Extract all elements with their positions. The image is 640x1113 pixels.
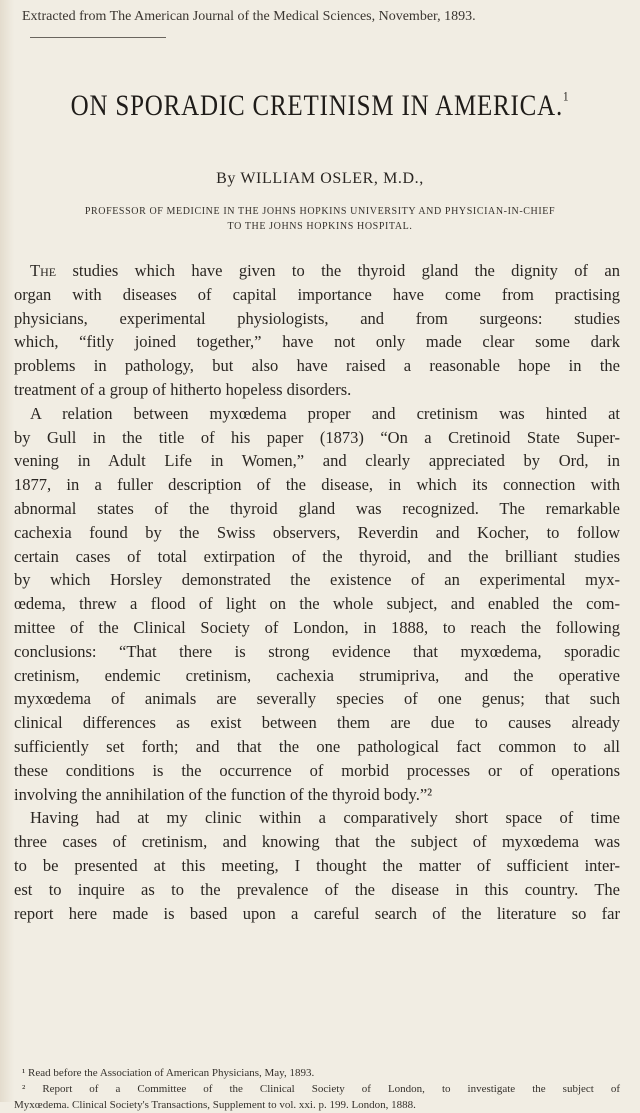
body-line [14,521,620,545]
body-line-text: conclusions: “That there is strong evidence that myxœdema, sporadic [14,641,620,661]
body-line [14,616,620,640]
body-line [14,759,620,783]
body-line [14,449,620,473]
footnote-1: ¹ Read before the Association of American Physicians, May, 1893. [22,1067,315,1079]
body-line [14,354,620,378]
author-affiliation [0,204,640,234]
page-edge-shading [0,0,14,1102]
body-line-text: œdema, threw a flood of light on the whole subject, and enabled the com- [14,594,620,614]
body-line-text: sufficiently set forth; and that the one pathological fact common to all [14,737,620,756]
body-line [14,473,620,497]
body-line-text: studies which have given to the thyroid gland the dignity of an [56,261,620,280]
body-line-text: which, “fitly joined together,” have not only made clear some dark [14,332,620,352]
body-line [14,687,620,711]
body-line [14,664,620,688]
body-line [14,545,620,569]
body-line-text: by Gull in the title of his paper (1873) “On a Cretinoid State Super- [14,427,620,447]
body-line [14,592,620,616]
body-line [14,378,620,402]
body-line-text: by which Horsley demonstrated the existence of an experimental myx- [14,570,620,590]
body-line [14,878,620,902]
author-name: WILLIAM OSLER, M.D., [240,170,424,187]
body-line-text: involving the annihilation of the function of the thyroid body.”² [14,784,433,804]
article-title-text: ON SPORADIC CRETINISM IN AMERICA. [70,90,564,122]
body-line [14,711,620,735]
paragraph-lead-word: The [30,261,57,280]
body-line-text: est to inquire as to the prevalence of the disease in this country. The [14,879,620,899]
body-line-text: three cases of cretinism, and knowing that the subject of myxœdema was [14,832,620,852]
body-line-text: abnormal states of the thyroid gland was recognized. The remarkable [14,499,620,518]
body-line-text: 1877, in a fuller description of the disease, in which its connection with [14,475,620,495]
body-line [14,640,620,664]
body-line-text: vening in Adult Life in Women,” and clearly appreciated by Ord, in [14,451,620,471]
body-line-text: Having had at my clinic within a comparatively short space of time [30,808,620,828]
body-line [14,902,620,926]
body-line-text: A relation between myxœdema proper and cretinism was hinted at [30,403,620,423]
body-line [14,330,620,354]
header-rule [30,37,166,38]
body-line [30,806,620,830]
footnote-2-line-1: ² Report of a Committee of the Clinical Society of London, to investigate the subject of [22,1083,620,1095]
body-line-text: report here made is based upon a careful search of the literature so far [14,903,620,923]
byline [0,170,640,188]
body-line-text: myxœdema of animals are severally species of one genus; that such [14,689,620,709]
body-line [14,854,620,878]
body-line-text: to be presented at this meeting, I thought the matter of sufficient inter- [14,856,620,875]
body-line-text: mittee of the Clinical Society of London, in 1888, to reach the following [14,618,620,637]
body-line [14,426,620,450]
body-line-text: cretinism, endemic cretinism, cachexia strumipriva, and the operative [14,665,620,685]
body-line-text: these conditions is the occurrence of morbid processes or of operations [14,760,620,780]
byline-prefix: By [216,170,236,187]
article-title [0,90,640,123]
footnote-2-line-2: Myxœdema. Clinical Society's Transactions, Supplement to vol. xxi. p. 199. London, 1888. [14,1099,416,1111]
body-line-text: cachexia found by the Swiss observers, Reverdin and Kocher, to follow [14,522,620,542]
body-line [30,402,620,426]
body-line-text: organ with diseases of capital importance have come from practising [14,284,620,304]
body-line [14,307,620,331]
body-line-text: treatment of a group of hitherto hopeless disorders. [14,380,352,399]
body-line-text: certain cases of total extirpation of the thyroid, and the brilliant studies [14,546,620,566]
body-line-text: problems in pathology, but also have raised a reasonable hope in the [14,356,620,376]
body-line-text: clinical differences as exist between them are due to causes already [14,713,620,733]
body-line [14,283,620,307]
body-line [14,735,620,759]
body-line [14,568,620,592]
body-line [14,830,620,854]
body-line [14,783,620,807]
body-line [14,497,620,521]
affiliation-line-2: TO THE JOHNS HOPKINS HOSPITAL. [227,221,413,232]
body-line [30,259,620,283]
affiliation-line-1: PROFESSOR OF MEDICINE IN THE JOHNS HOPKINS UNIVERSITY AND PHYSICIAN-IN-CHIEF [84,206,556,217]
body-line-text: physicians, experimental physiologists, and from surgeons: studies [14,308,620,328]
title-footnote-mark: 1 [563,90,570,105]
extract-source-line: Extracted from The American Journal of the Medical Sciences, November, 1893. [22,9,476,24]
